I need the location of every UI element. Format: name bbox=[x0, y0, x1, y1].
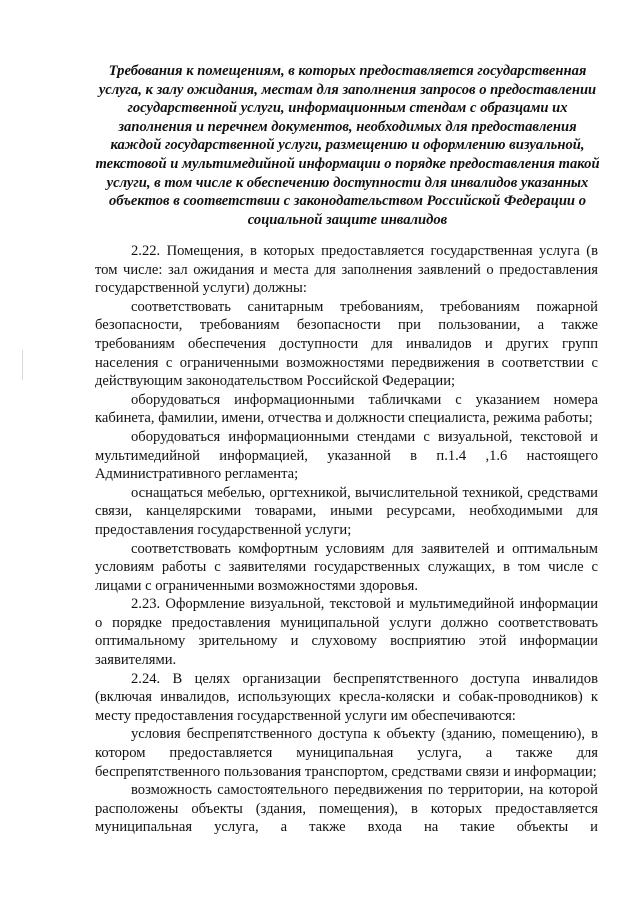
paragraph-free-movement: возможность самостоятельного передвижения по территории, на которой расположены объекты (здания, помещения), в которых предоставляется муниципальная услуга, а также входа на такие объекты и bbox=[95, 782, 598, 836]
paragraph-comfort-conditions: соответствовать комфортным условиям для заявителей и оптимальным условиям работы с заявителями государственных служащих, в том числе с лицами с ограниченными возможностями здоровья. bbox=[95, 540, 598, 594]
paragraph-access-conditions: условия беспрепятственного доступа к объекту (зданию, помещению), в котором предоставляется муниципальная услуга, а также для беспрепятственного пользования транспортом, средствами связи и информации; bbox=[95, 726, 598, 780]
section-heading: Требования к помещениям, в которых предоставляется государственная услуга, к залу ожидания, местам для заполнения запросов о предоставлении государственной услуги, информационным стендам с образцами их заполнения и перечнем документов, необходимых для предоставления каждой государственной услуги, размещению и оформлению визуальной, текстовой и мультимедийной информации о порядке предоставления такой услуги, в том числе к обеспечению доступности для инвалидов указанных объектов в соответствии с законодательством Российской Федерации о социальной защите инвалидов bbox=[95, 63, 600, 228]
paragraph-info-stands: оборудоваться информационными стендами с визуальной, текстовой и мультимедийной информацией, указанной в п.1.4 ,1.6 настоящего Административного регламента; bbox=[95, 428, 598, 483]
paragraph-2-24: 2.24. В целях организации беспрепятственного доступа инвалидов (включая инвалидов, использующих кресла-коляски и собак-проводников) к месту предоставления государственной услуги им обеспечиваются: bbox=[95, 670, 598, 724]
paragraph-2-22: 2.22. Помещения, в которых предоставляется государственная услуга (в том числе: зал ожидания и места для заполнения заявлений о предоставления государственной услуги) должны: bbox=[95, 243, 598, 297]
document-body bbox=[95, 242, 598, 837]
paragraph-info-plates: оборудоваться информационными табличками с указанием номера кабинета, фамилии, имени, отчества и должности специалиста, режима работы; bbox=[95, 391, 598, 427]
paragraph-equipment: оснащаться мебелью, оргтехникой, вычислительной техникой, средствами связи, канцелярскими товарами, иными ресурсами, необходимыми для предоставления государственной услуги; bbox=[95, 484, 598, 538]
paragraph-2-23: 2.23. Оформление визуальной, текстовой и мультимедийной информации о порядке предоставления муниципальной услуги должно соответствовать оптимальному зрительному и слуховому восприятию этой информации заявителями. bbox=[95, 596, 598, 669]
scan-edge-mark bbox=[22, 350, 23, 380]
paragraph-sanitary-requirements: соответствовать санитарным требованиям, требованиям пожарной безопасности, требованиям безопасности при пользовании, а также требованиям обеспечения доступности для инвалидов и других групп населения с ограниченными возможностями передвижения в соответствии с действующим законодательством Российской Федерации; bbox=[95, 298, 598, 390]
